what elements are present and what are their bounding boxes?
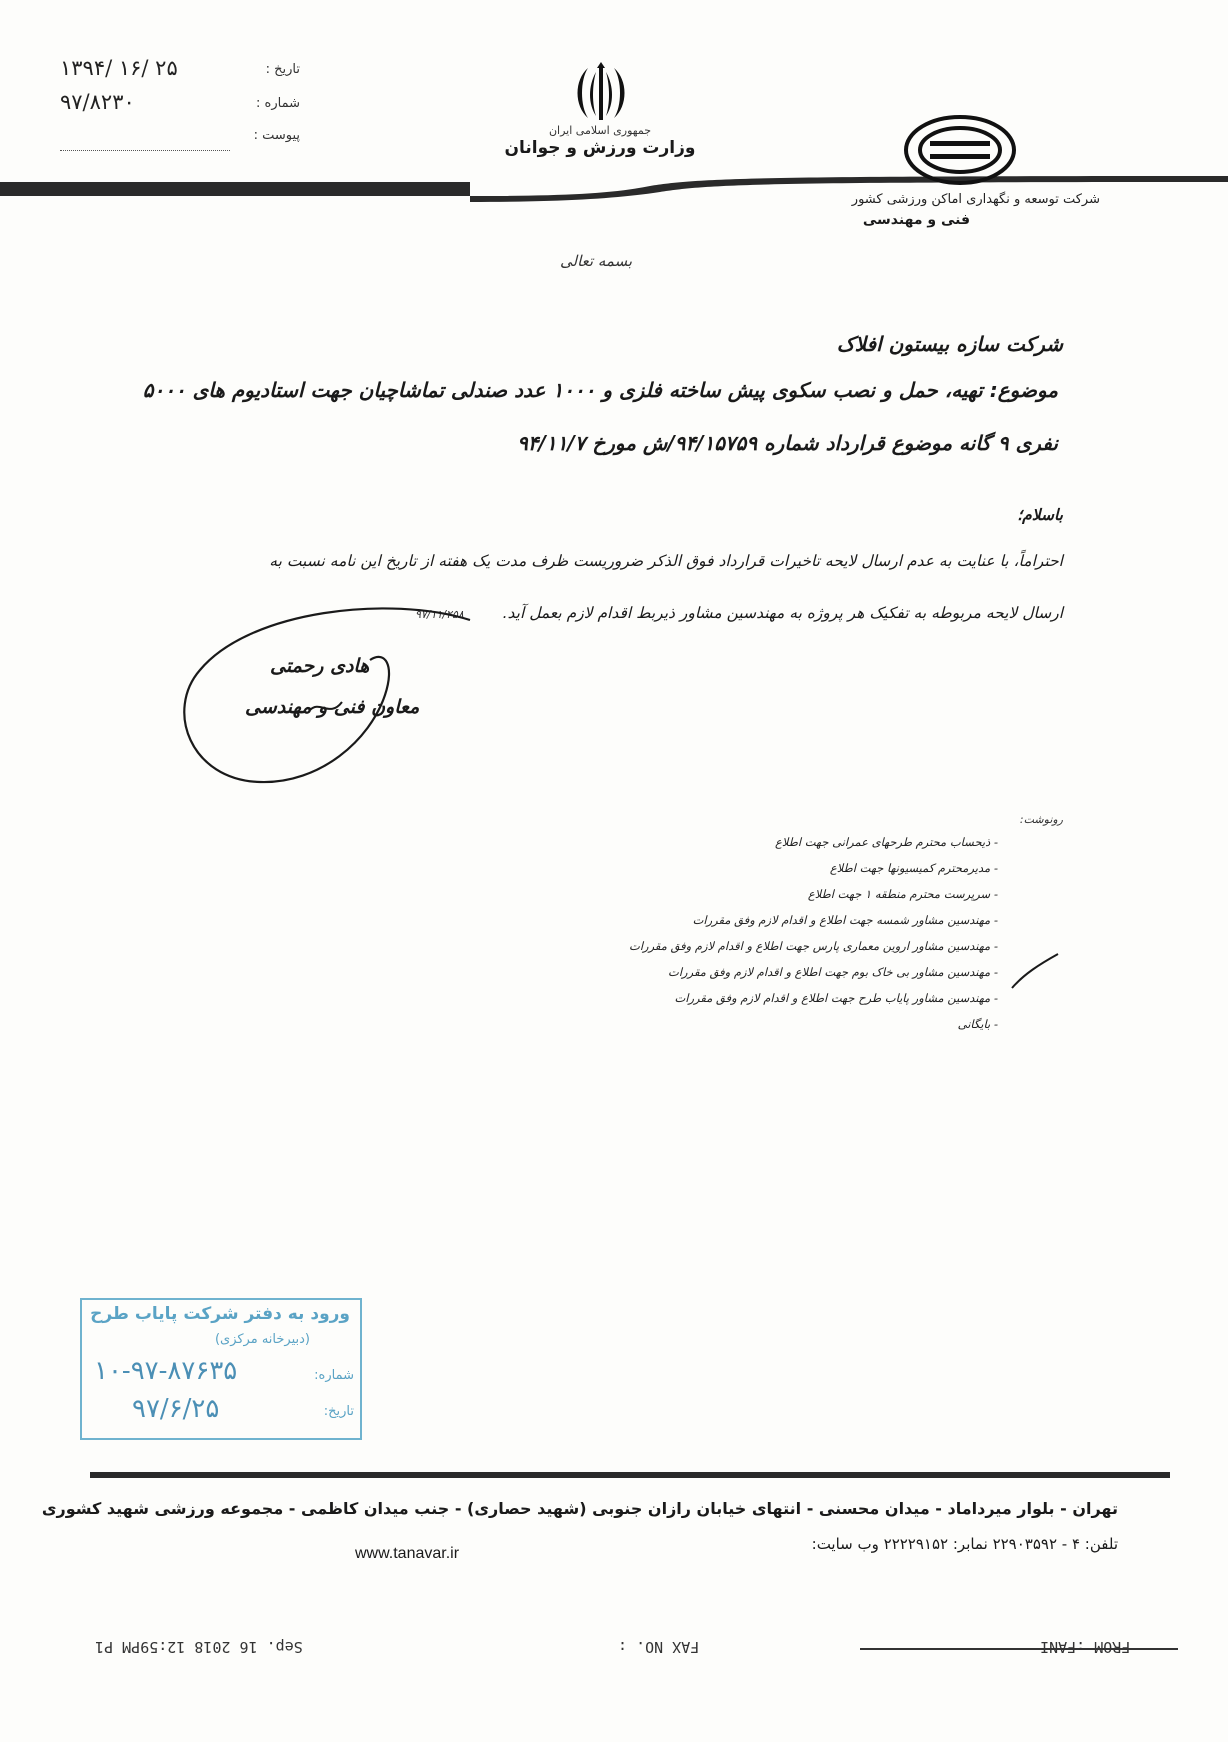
attachment-row bbox=[60, 128, 300, 154]
cc-item: - بایگانی bbox=[957, 1017, 998, 1031]
body-line: احتراماً، با عنایت به عدم ارسال لایحه تاخیرات قرارداد فوق الذکر ضروریست ظرف مدت یک هفته از تاریخ این نامه نسبت به bbox=[269, 552, 1063, 570]
subject-line: نفری ۹ گانه موضوع قرارداد شماره ۹۴/۱۵۷۵۹/ش مورخ ۹۴/۱۱/۷ bbox=[517, 431, 1058, 455]
stamp-subtitle: (دبیرخانه مرکزی) bbox=[214, 1332, 310, 1347]
signature-mark bbox=[170, 600, 480, 790]
received-stamp bbox=[80, 1298, 362, 1440]
fax-from: FROM :FANI bbox=[1040, 1638, 1131, 1656]
number-value: ۹۷/۸۲۳۰ bbox=[60, 90, 135, 114]
number-row bbox=[60, 90, 300, 122]
footer-band bbox=[90, 1469, 1170, 1481]
greeting: باسلام؛ bbox=[1017, 506, 1063, 524]
cc-item: - مهندسین مشاور پایاب طرح جهت اطلاع و اقدام لازم وفق مقررات bbox=[674, 991, 998, 1005]
stamp-number: ۱۰-۹۷-۸۷۶۳۵ bbox=[94, 1356, 238, 1386]
number-label: شماره : bbox=[256, 96, 300, 111]
attachment-label: پیوست : bbox=[253, 128, 300, 143]
signer-title: معاون فنی و مهندسی bbox=[245, 696, 420, 718]
stamp-number-label: شماره: bbox=[314, 1368, 354, 1383]
subject-line: موضوع: تهیه، حمل و نصب سکوی پیش ساخته فلزی و ۱۰۰۰ عدد صندلی تماشاچیان جهت استادیوم های ۵۰۰۰ bbox=[142, 378, 1058, 402]
date-label: تاریخ : bbox=[265, 62, 300, 77]
company-logo-icon bbox=[900, 114, 1020, 186]
cc-item: - مهندسین مشاور بی خاک بوم جهت اطلاع و اقدام لازم وفق مقررات bbox=[668, 965, 998, 979]
fax-datetime: Sep. 16 2018 12:59PM P1 bbox=[95, 1638, 303, 1656]
footer-website: www.tanavar.ir bbox=[355, 1545, 460, 1562]
footer-address: تهران - بلوار میرداماد - میدان محسنی - انتهای خیابان رازان جنوبی (شهید حصاری) - جنب میدان کاظمی - مجموعه ورزشی شهید کشوری bbox=[41, 1499, 1118, 1518]
cc-label: رونوشت: bbox=[1019, 813, 1063, 826]
stamp-date: ۹۷/۶/۲۵ bbox=[132, 1394, 220, 1424]
basmala: بسمه تعالی bbox=[560, 252, 633, 270]
department-name: فنی و مهندسی bbox=[862, 212, 970, 228]
body-line: ارسال لایحه مربوطه به تفکیک هر پروژه به مهندسین مشاور ذیربط اقدام لازم بعمل آید. bbox=[502, 604, 1063, 622]
handwritten-note: ۹۷/۱۱/۲۵۸ bbox=[415, 608, 464, 621]
cc-handwritten-mark bbox=[1010, 950, 1060, 990]
cc-item: - ذیحساب محترم طرحهای عمرانی جهت اطلاع bbox=[775, 835, 998, 849]
footer-contact: تلفن: ۴ - ۲۲۹۰۳۵۹۲ نمابر: ۲۲۲۲۹۱۵۲ وب سایت: bbox=[811, 1535, 1118, 1553]
iran-emblem-icon bbox=[568, 60, 634, 126]
ministry-name: وزارت ورزش و جوانان bbox=[504, 138, 696, 158]
recipient: شرکت سازه بیستون افلاک bbox=[836, 332, 1063, 356]
cc-item: - مهندسین مشاور اروین معماری پارس جهت اطلاع و اقدام لازم وفق مقررات bbox=[629, 939, 998, 953]
cc-item: - مهندسین مشاور شمسه جهت اطلاع و اقدام لازم وفق مقررات bbox=[692, 913, 998, 927]
cc-item: - مدیرمحترم کمیسیونها جهت اطلاع bbox=[829, 861, 998, 875]
attachment-dotted-line bbox=[60, 150, 230, 151]
fax-number: FAX NO. : bbox=[618, 1638, 700, 1656]
cc-item: - سرپرست محترم منطقه ۱ جهت اطلاع bbox=[807, 887, 998, 901]
stamp-date-label: تاریخ: bbox=[323, 1404, 354, 1419]
stamp-title: ورود به دفتر شرکت پایاب طرح bbox=[90, 1304, 350, 1324]
signer-name: هادی رحمتی bbox=[270, 655, 370, 677]
republic-name: جمهوری اسلامی ایران bbox=[548, 124, 652, 137]
date-value: ۱۳۹۴/ ۱۶/ ۲۵ bbox=[60, 56, 178, 80]
date-row bbox=[60, 56, 300, 88]
company-name: شرکت توسعه و نگهداری اماکن ورزشی کشور bbox=[851, 192, 1100, 207]
